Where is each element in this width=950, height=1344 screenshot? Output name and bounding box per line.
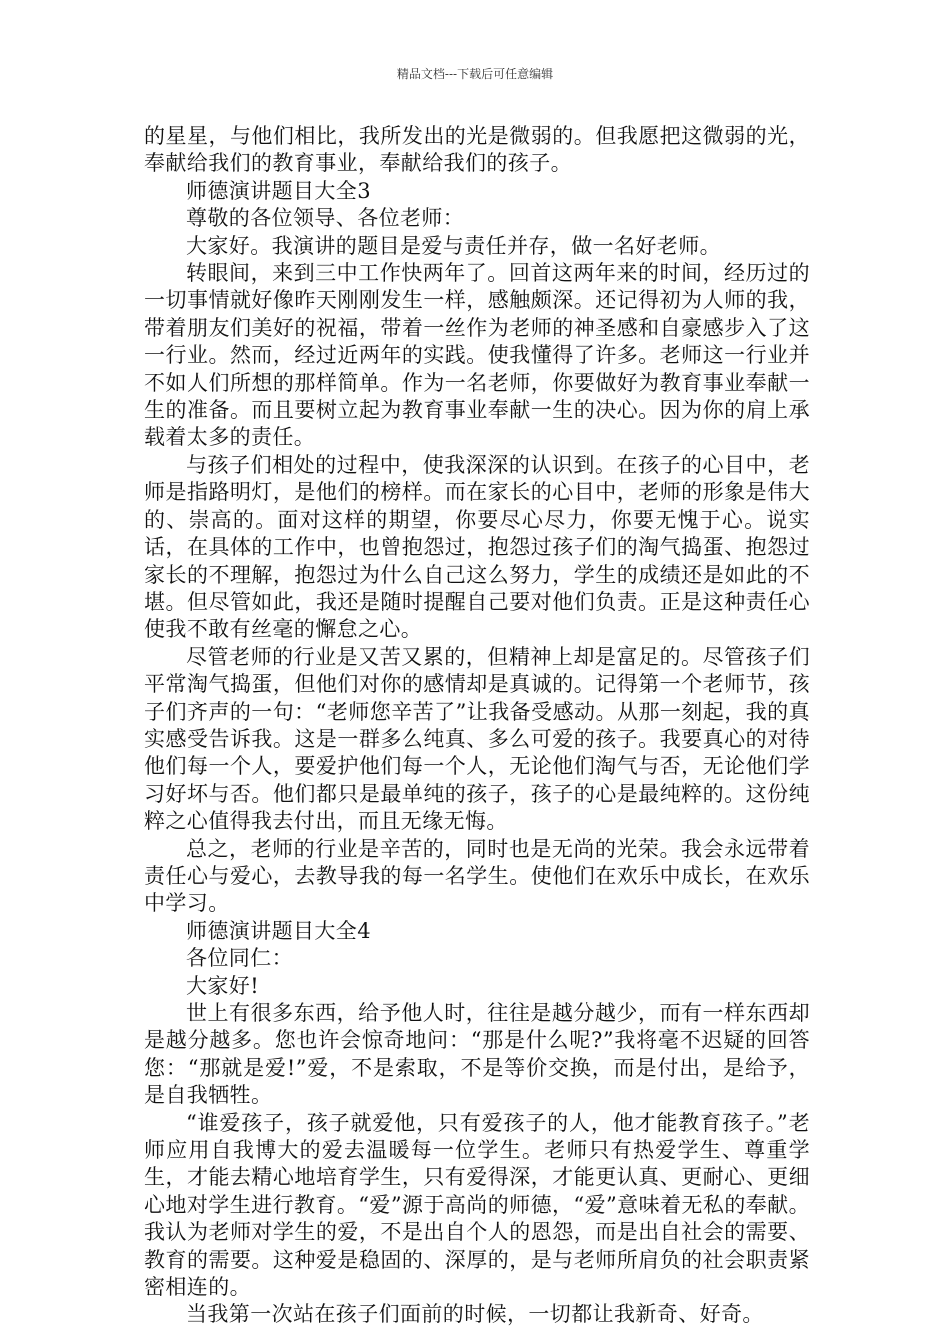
- paragraph: 转眼间，来到三中工作快两年了。回首这两年来的时间，经历过的一切事情就好像昨天刚刚发生一样，感触颇深。还记得初为人师的我，带着朋友们美好的祝福，带着一丝作为老师的神圣感和自豪感步入了这一行业。然而，经过近两年的实践。使我懂得了许多。老师这一行业并不如人们所想的那样简单。作为一名老师，你要做好为教育事业奉献一生的准备。而且要树立起为教育事业奉献一生的决心。因为你的肩上承载着太多的责任。: [144, 261, 810, 450]
- paragraph: 与孩子们相处的过程中，使我深深的认识到。在孩子的心目中，老师是指路明灯，是他们的榜样。而在家长的心目中，老师的形象是伟大的、崇高的。面对这样的期望，你要尽心尽力，你要无愧于心。说实话，在具体的工作中，也曾抱怨过，抱怨过孩子们的淘气捣蛋、抱怨过家长的不理解，抱怨过为什么自己这么努力，学生的成绩还是如此的不堪。但尽管如此，我还是随时提醒自己要对他们负责。正是这种责任心使我不敢有丝毫的懈怠之心。: [144, 452, 810, 642]
- section-title: 师德演讲题目大全3: [186, 178, 371, 203]
- salutation: 尊敬的各位领导、各位老师：: [186, 206, 465, 231]
- paragraph: 大家好。我演讲的题目是爱与责任并存，做一名好老师。: [186, 233, 721, 258]
- paragraph: “谁爱孩子，孩子就爱他，只有爱孩子的人，他才能教育孩子。”老师应用自我博大的爱去温暖每一位学生。老师只有热爱学生、尊重学生，才能去精心地培育学生，只有爱得深，才能更认真、更耐心、更细心地对学生进行教育。“爱”源于高尚的师德，“爱”意味着无私的奉献。我认为老师对学生的爱，不是出自个人的恩怨，而是出自社会的需要、教育的需要。这种爱是稳固的、深厚的，是与老师所肩负的社会职责紧密相连的。: [144, 1110, 810, 1300]
- salutation: 各位同仁：: [186, 946, 293, 971]
- paragraph: 总之，老师的行业是辛苦的，同时也是无尚的光荣。我会永远带着责任心与爱心，去教导我的每一名学生。使他们在欢乐中成长，在欢乐中学习。: [144, 836, 810, 916]
- paragraph: 当我第一次站在孩子们面前的时候，一切都让我新奇、好奇。: [186, 1302, 764, 1327]
- document-body: [144, 123, 810, 1329]
- paragraph: 尽管老师的行业是又苦又累的，但精神上却是富足的。尽管孩子们平常淘气捣蛋，但他们对你的感情却是真诚的。记得第一个老师节，孩子们齐声的一句：“老师您辛苦了”让我备受感动。从那一刻起，我的真实感受告诉我。这是一群多么纯真、多么可爱的孩子。我要真心的对待他们每一个人，要爱护他们每一个人，无论他们淘气与否，无论他们学习好坏与否。他们都只是最单纯的孩子，孩子的心是最纯粹的。这份纯粹之心值得我去付出，而且无缘无悔。: [144, 644, 810, 834]
- greeting: 大家好!: [186, 973, 260, 998]
- section-title: 师德演讲题目大全4: [186, 918, 371, 943]
- paragraph: 的星星，与他们相比，我所发出的光是微弱的。但我愿把这微弱的光，奉献给我们的教育事业，奉献给我们的孩子。: [144, 124, 810, 176]
- page-header: 精品文档---下载后可任意编辑: [396, 67, 554, 81]
- paragraph: 世上有很多东西，给予他人时，往往是越分越少，而有一样东西却是越分越多。您也许会惊奇地问：“那是什么呢?”我将毫不迟疑的回答您：“那就是爱!”爱，不是索取，不是等价交换，而是付出，是给予，是自我牺牲。: [144, 1001, 810, 1108]
